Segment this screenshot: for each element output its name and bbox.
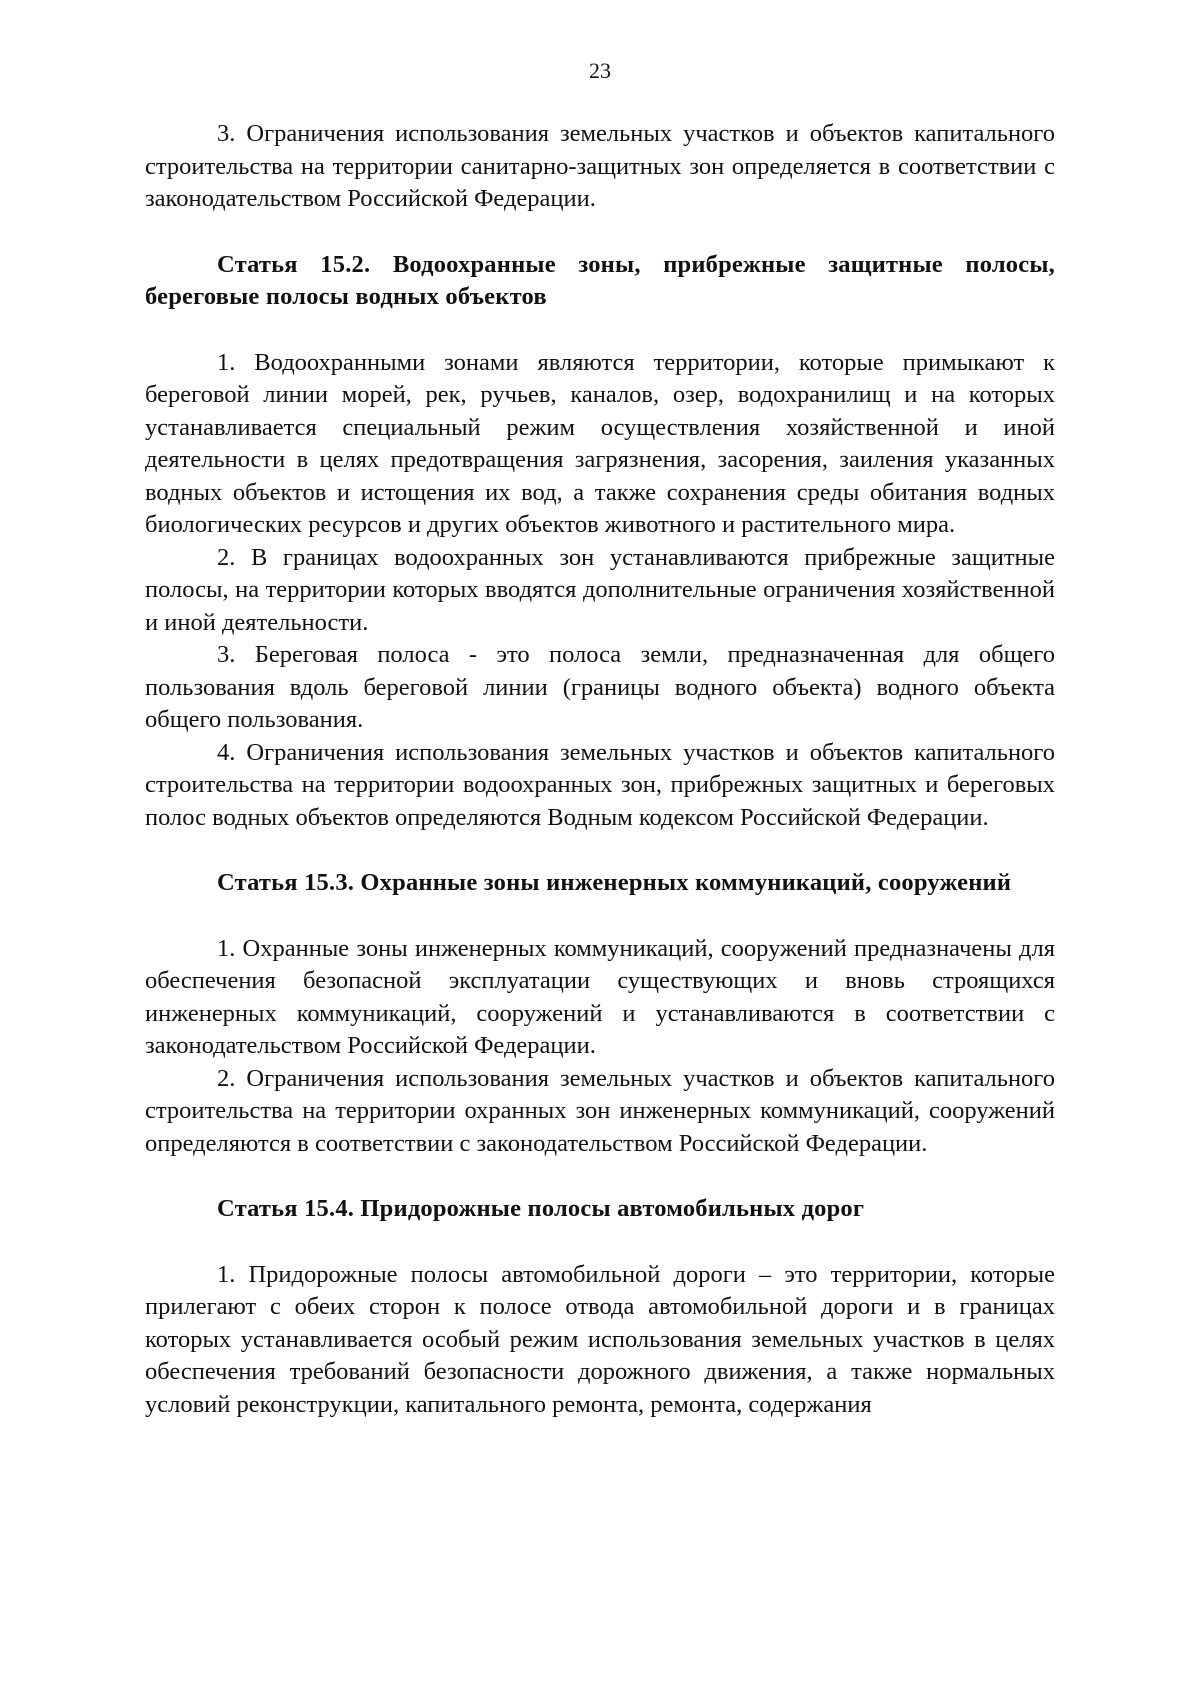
article-heading-15-2: Статья 15.2. Водоохранные зоны, прибрежные защитные полосы, береговые полосы водных объектов [145, 250, 1055, 310]
spacer [145, 834, 1055, 867]
paragraph-15-2-item-2: 2. В границах водоохранных зон устанавливаются прибрежные защитные полосы, на территории которых вводятся дополнительные ограничения хозяйственной и иной деятельности. [145, 543, 1055, 636]
article-heading-15-4: Статья 15.4. Придорожные полосы автомобильных дорог [217, 1195, 865, 1222]
spacer [145, 1226, 1055, 1259]
page-number: 23 [589, 58, 611, 83]
paragraph-15-2-item-1: 1. Водоохранными зонами являются территории, которые примыкают к береговой линии морей, рек, ручьев, каналов, озер, водохранилищ и на которых устанавливается специальный режим осуществления хозяйственной и иной деятельности в целях предотвращения загрязнения, засорения, заиления указанных водных объектов и истощения их вод, а также сохранения среды обитания водных биологических ресурсов и других объектов животного и растительного мира. [145, 348, 1055, 538]
paragraph-15-3-item-2: 2. Ограничения использования земельных участков и объектов капитального строительства на территории охранных зон инженерных коммуникаций, сооружений определяются в соответствии с законодательством Российской Федерации. [145, 1064, 1055, 1157]
paragraph-15-4-item-1: 1. Придорожные полосы автомобильной дороги – это территории, которые прилегают с обеих сторон к полосе отвода автомобильной дороги и в границах которых устанавливается особый режим использования земельных участков в целях обеспечения требований безопасности дорожного движения, а также нормальных условий реконструкции, капитального ремонта, ремонта, содержания [145, 1260, 1055, 1418]
paragraph-15-2-item-4: 4. Ограничения использования земельных участков и объектов капитального строительства на территории водоохранных зон, прибрежных защитных и береговых полос водных объектов определяются Водным кодексом Российской Федерации. [145, 738, 1055, 831]
spacer [145, 314, 1055, 347]
spacer [145, 216, 1055, 249]
paragraph-15-1-item-3: 3. Ограничения использования земельных участков и объектов капитального строительства на территории санитарно-защитных зон определяется в соответствии с законодательством Российской Федерации. [145, 120, 1055, 212]
paragraph-15-2-item-3: 3. Береговая полоса - это полоса земли, предназначенная для общего пользования вдоль береговой линии (границы водного объекта) водного объекта общего пользования. [145, 641, 1055, 733]
spacer [145, 900, 1055, 933]
article-heading-15-3: Статья 15.3. Охранные зоны инженерных коммуникаций, сооружений [217, 869, 1012, 896]
paragraph-15-3-item-1: 1. Охранные зоны инженерных коммуникаций, сооружений предназначены для обеспечения безопасной эксплуатации существующих и вновь строящихся инженерных коммуникаций, сооружений и устанавливаются в соответствии с законодательством Российской Федерации. [145, 934, 1055, 1059]
document-body [145, 118, 1055, 1421]
spacer [145, 1160, 1055, 1193]
